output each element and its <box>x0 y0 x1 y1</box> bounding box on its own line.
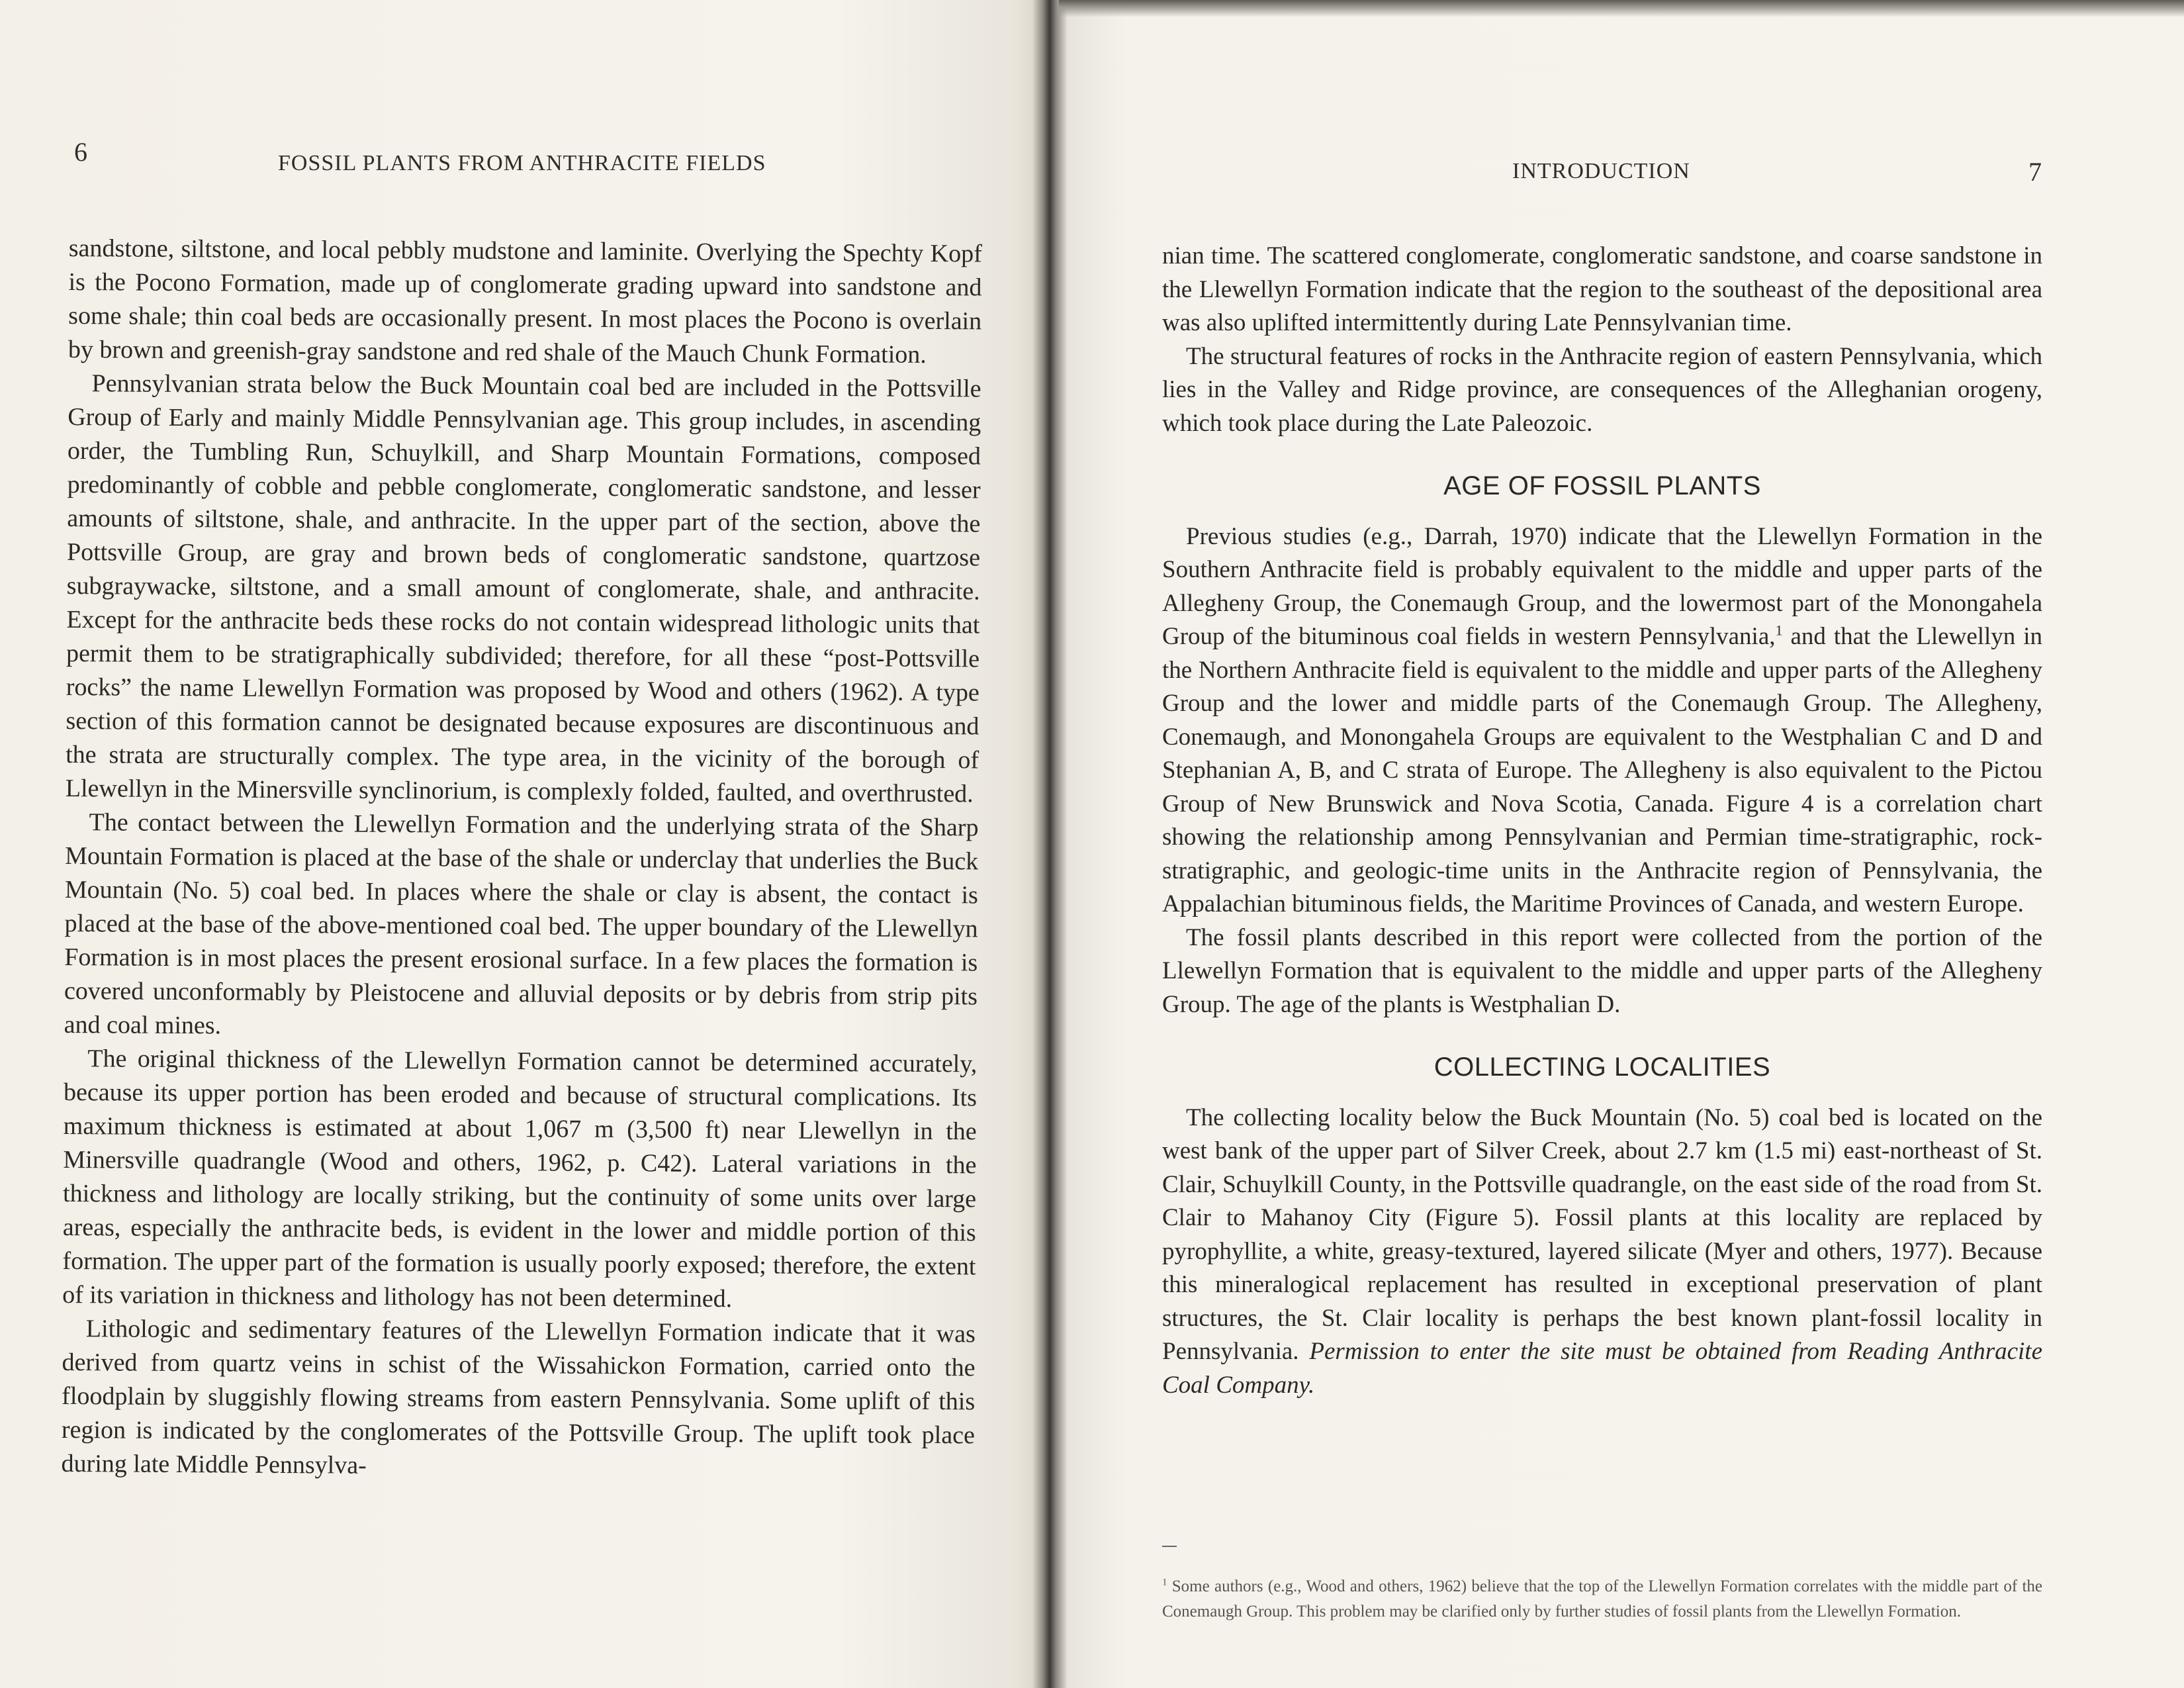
right-page-number: 7 <box>2028 157 2042 187</box>
paragraph: Pennsylvanian strata below the Buck Mountain coal bed are included in the Pottsville Group of Early and mainly Middle Pennsylvanian age. This group includes, in ascending order, the Tumbling Run, Schuylkill, and Sharp Mountain Formations, composed predominantly of cobble and pebble conglomerate, conglomeratic sandstone, and lesser amounts of siltstone, shale, and anthracite. In the upper part of the section, above the Pottsville Group, are gray and brown beds of conglomeratic sandstone, quartzose subgraywacke, siltstone, and a small amount of conglomerate, shale, and anthracite. Except for the anthracite beds these rocks do not contain widespread lithologic units that permit them to be stratigraphically subdivided; therefore, for all these “post-Pottsville rocks” the name Llewellyn Formation was proposed by Wood and others (1962). A type section of this formation cannot be designated because exposures are discontinuous and the strata are structurally complex. The type area, in the vicinity of the borough of Llewellyn in the Minersville synclinorium, is complexly folded, faulted, and overthrusted. <box>65 369 981 808</box>
paragraph <box>1162 1102 2042 1403</box>
paragraph: sandstone, siltstone, and local pebbly mudstone and laminite. Overlying the Spechty Kopf is the Pocono Formation, made up of conglomerate grading upward into sandstone and some shale; thin coal beds are occasionally present. In most places the Pocono is overlain by brown and greenish-gray sandstone and red shale of the Mauch Chunk Formation. <box>68 234 982 369</box>
text-run: Previous studies (e.g., Darrah, 1970) indicate that the Llewellyn Formation in the Southern Anthracite field is probably equivalent to the middle and upper parts of the Allegheny Group, the Conemaugh Group, and the lowermost part of the Monongahela Group of the bituminous coal fields in western Pennsylvania, <box>1162 522 2042 650</box>
book-gutter <box>1032 0 1067 1688</box>
paragraph: The original thickness of the Llewellyn Formation cannot be determined accurately, because its upper portion has been eroded and because of structural complications. Its maximum thickness is estimated at about 1,067 m (3,500 ft) near Llewellyn in the Minersville quadrangle (Wood and others, 1962, p. C42). Lateral variations in the thickness and lithology are locally striking, but the continuity of some units over large areas, especially the anthracite beds, is evident in the lower and middle portion of this formation. The upper part of the formation is usually poorly exposed; therefore, the extent of its variation in thickness and lithology has not been determined. <box>62 1045 978 1313</box>
section-heading-localities: COLLECTING LOCALITIES <box>1433 1053 1771 1082</box>
footnote-mark: 1 <box>1162 1577 1167 1588</box>
footnote-body: Some authors (e.g., Wood and others, 1962) believe that the top of the Llewellyn Formation correlates with the middle part of the Conemaugh Group. This problem may be clarified only by further studies of fossil plants from the Llewellyn Formation. <box>1162 1577 2042 1620</box>
text-run: and that the Llewellyn in the Northern Anthracite field is equivalent to the middle and upper parts of the Allegheny Group and the lower and middle parts of the Conemaugh Group. The Allegheny, Conemaugh, and Monongahela Groups are equivalent to the Westphalian C and D and Stephanian A, B, and C strata of Europe. The Allegheny is also equivalent to the Pictou Group of New Brunswick and Nova Scotia, Canada. Figure 4 is a correlation chart showing the relationship among Pennsylvanian and Permian time-stratigraphic, rock-stratigraphic, and geologic-time units in the Anthracite region of Pennsylvania, the Appalachian bituminous fields, the Maritime Provinces of Canada, and western Europe. <box>1162 623 2042 917</box>
right-body-text <box>1162 240 2042 1402</box>
footnote-ref: 1 <box>1775 622 1783 639</box>
paragraph: The fossil plants described in this report were collected from the portion of the Llewellyn Formation that is equivalent to the middle and upper parts of the Allegheny Group. The age of the plants is Westphalian D. <box>1162 923 2042 1018</box>
left-page <box>0 0 1046 1688</box>
left-running-head: FOSSIL PLANTS FROM ANTHRACITE FIELDS <box>278 151 766 175</box>
paragraph: The structural features of rocks in the Anthracite region of eastern Pennsylvania, which lies in the Valley and Ridge province, are consequences of the Alleghanian orogeny, which took place during the Late Paleozoic. <box>1162 342 2042 437</box>
footnote-text <box>1162 1574 2042 1624</box>
right-running-head: INTRODUCTION <box>1512 159 1690 183</box>
left-page-number: 6 <box>74 137 87 167</box>
page-edge-shadow <box>1059 0 2184 17</box>
paragraph: The contact between the Llewellyn Formation and the underlying strata of the Sharp Mountain Formation is placed at the base of the shale or underclay that underlies the Buck Mountain (No. 5) coal bed. In places where the shale or clay is absent, the contact is placed at the base of the above-mentioned coal bed. The upper boundary of the Llewellyn Formation is in most places the present erosional surface. In a few places the formation is covered unconformably by Pleistocene and alluvial deposits or by debris from strip pits and coal mines. <box>64 808 979 1040</box>
footnote-rule <box>1162 1546 1177 1547</box>
paragraph: nian time. The scattered conglomerate, conglomeratic sandstone, and coarse sandstone in the Llewellyn Formation indicate that the region to the southeast of the depositional area was also uplifted intermittently during Late Pennsylvanian time. <box>1162 242 2042 336</box>
italic-notice: Permission to enter the site must be obtained from Reading Anthracite Coal Company. <box>1162 1338 2042 1399</box>
section-heading-age: AGE OF FOSSIL PLANTS <box>1443 471 1761 500</box>
paragraph <box>1162 520 2042 921</box>
footnote <box>1162 1574 2042 1624</box>
text-run: The collecting locality below the Buck Mountain (No. 5) coal bed is located on the west bank of the upper part of Silver Creek, about 2.7 km (1.5 mi) east-northeast of St. Clair, Schuylkill County, in the Pottsville quadrangle, on the east side of the road from St. Clair to Mahanoy City (Figure 5). Fossil plants at this locality are replaced by pyrophyllite, a white, greasy-textured, layered silicate (Myer and others, 1977). Because this mineralogical replacement has resulted in exceptional preservation of plant structures, the St. Clair locality is perhaps the best known plant-fossil locality in Pennsylvania. <box>1162 1103 2042 1365</box>
left-body-text <box>61 232 982 1486</box>
paragraph: Lithologic and sedimentary features of the Llewellyn Formation indicate that it was derived from quartz veins in schist of the Wissahickon Formation, carried onto the floodplain by sluggishly flowing streams from eastern Pennsylvania. Some uplift of this region is indicated by the conglomerates of the Pottsville Group. The uplift took place during late Middle Pennsylva- <box>61 1315 976 1479</box>
